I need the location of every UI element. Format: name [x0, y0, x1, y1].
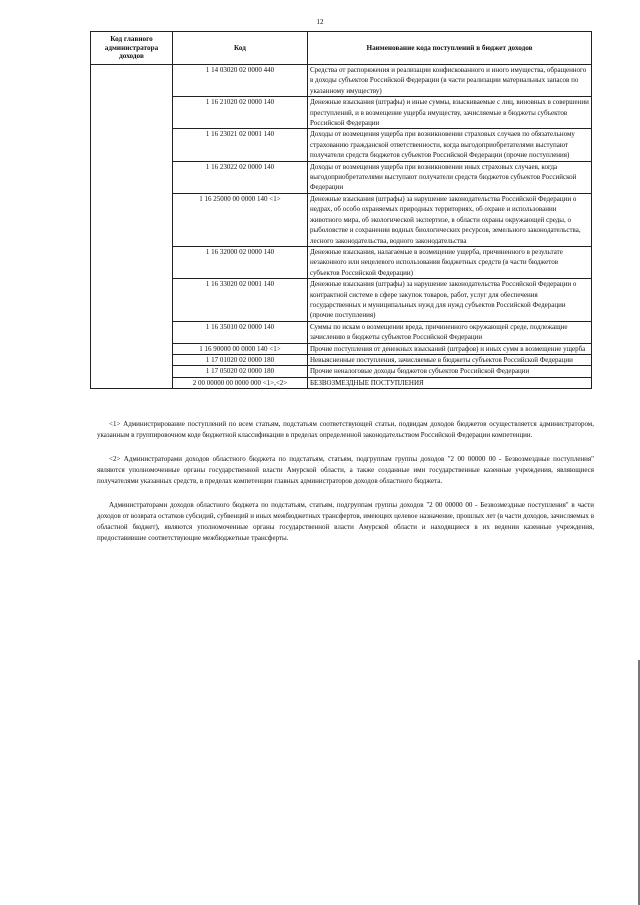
page-number: 12	[316, 18, 324, 26]
code-cell: 2 00 00000 00 0000 000 <1>,<2>	[173, 377, 308, 388]
revenue-name-cell: БЕЗВОЗМЕЗДНЫЕ ПОСТУПЛЕНИЯ	[308, 377, 592, 388]
revenue-name-cell: Средства от распоряжения и реализации конфискованного и иного имущества, обращенного в доходы субъектов Российской Федерации (в части реализации материальных запасов по указанному имуществу)	[308, 65, 592, 97]
code-cell: 1 16 23021 02 0001 140	[173, 129, 308, 161]
revenue-name-cell: Суммы по искам о возмещении вреда, причиненного окружающей среде, подлежащие зачислению в бюджеты субъектов Российской Федерации	[308, 321, 592, 343]
revenue-name-cell: Денежные взыскания, налагаемые в возмещение ущерба, причиненного в результате незаконного или нецелевого использования бюджетных средств (в части бюджетов субъектов Российской Федерации)	[308, 246, 592, 278]
code-cell: 1 16 35010 02 0000 140	[173, 321, 308, 343]
revenue-name-cell: Невыясненные поступления, зачисляемые в бюджеты субъектов Российской Федерации	[308, 354, 592, 365]
code-cell: 1 17 05020 02 0000 180	[173, 366, 308, 377]
revenue-name-cell: Доходы от возмещения ущерба при возникновении страховых случаев по обязательному страхованию гражданской ответственности, когда выгодоприобретателями выступают получатели средств бюджетов субъектов Российской Федерации (прочие поступления)	[308, 129, 592, 161]
table-header-row	[91, 32, 592, 65]
table-body	[91, 65, 592, 389]
table-row	[91, 65, 592, 97]
footnote-paragraph: <2> Администраторами доходов областного бюджета по подстатьям, статьям, подгруппам группы доходов "2 00 00000 00 - Безвозмездные поступления" являются уполномоченные органы государственной власти Амурской области, а также созданные ими государственные казенные учреждения, являющиеся получателями указанных средств, в пределах компетенции главных администраторов доходов областного бюджета.	[97, 455, 594, 485]
code-cell: 1 16 32000 02 0000 140	[173, 246, 308, 278]
admin-code-cell	[91, 65, 173, 389]
code-cell: 1 16 33020 02 0001 140	[173, 279, 308, 322]
revenue-name-cell: Денежные взыскания (штрафы) за нарушение законодательства Российской Федерации о недрах, об особо охраняемых природных территориях, об охране и использовании животного мира, об экологической экспертизе, в области охраны окружающей среды, о рыболовстве и сохранении водных биологических ресурсов, земельного законодательства, лесного законодательства, водного законодательства	[308, 193, 592, 246]
header-revenue-name: Наименование кода поступлений в бюджет доходов	[308, 32, 592, 65]
footnote-paragraph: <1> Администрирование поступлений по всем статьям, подстатьям соответствующей статьи, подвидам доходов бюджетов осуществляется администратором, указанным в группировочном коде бюджетной классификации в пределах определенной законодательством Российской Федерации компетенции.	[97, 420, 594, 439]
code-cell: 1 16 23022 02 0000 140	[173, 161, 308, 193]
revenue-name-cell: Прочие поступления от денежных взысканий (штрафов) и иных сумм в возмещение ущерба	[308, 343, 592, 354]
revenue-name-cell: Прочие неналоговые доходы бюджетов субъектов Российской Федерации	[308, 366, 592, 377]
footnotes	[97, 419, 594, 557]
code-cell: 1 16 25000 00 0000 140 <1>	[173, 193, 308, 246]
code-cell: 1 14 03020 02 0000 440	[173, 65, 308, 97]
code-cell: 1 16 21020 02 0000 140	[173, 97, 308, 129]
header-code: Код	[173, 32, 308, 65]
revenue-name-cell: Доходы от возмещения ущерба при возникновении иных страховых случаев, когда выгодоприобретателями выступают получатели средств бюджетов субъектов Российской Федерации	[308, 161, 592, 193]
header-admin-code: Код главного администратора доходов	[91, 32, 173, 65]
revenue-name-cell: Денежные взыскания (штрафы) за нарушение законодательства Российской Федерации о контрактной системе в сфере закупок товаров, работ, услуг для обеспечения государственных и муниципальных нужд для нужд субъектов Российской Федерации (прочие поступления)	[308, 279, 592, 322]
revenue-name-cell: Денежные взыскания (штрафы) и иные суммы, взыскиваемые с лиц, виновных в совершении преступлений, и в возмещение ущерба имуществу, зачисляемые в бюджеты субъектов Российской Федерации	[308, 97, 592, 129]
code-cell: 1 17 01020 02 0000 180	[173, 354, 308, 365]
code-cell: 1 16 90000 00 0000 140 <1>	[173, 343, 308, 354]
footnote-paragraph: Администраторами доходов областного бюджета по подстатьям, статьям, подгруппам группы доходов "2 00 00000 00 - Безвозмездные поступления" в части доходов от возврата остатков субсидий, субвенций и иных межбюджетных трансфертов, имеющих целевое назначение, прошлых лет (в части доходов, зачисляемых в областной бюджет), являются уполномоченные органы государственной власти Амурской области и находящиеся в их ведении казенные учреждения, предоставившие соответствующие межбюджетные трансферты.	[97, 501, 594, 542]
revenue-codes-table	[90, 31, 592, 389]
